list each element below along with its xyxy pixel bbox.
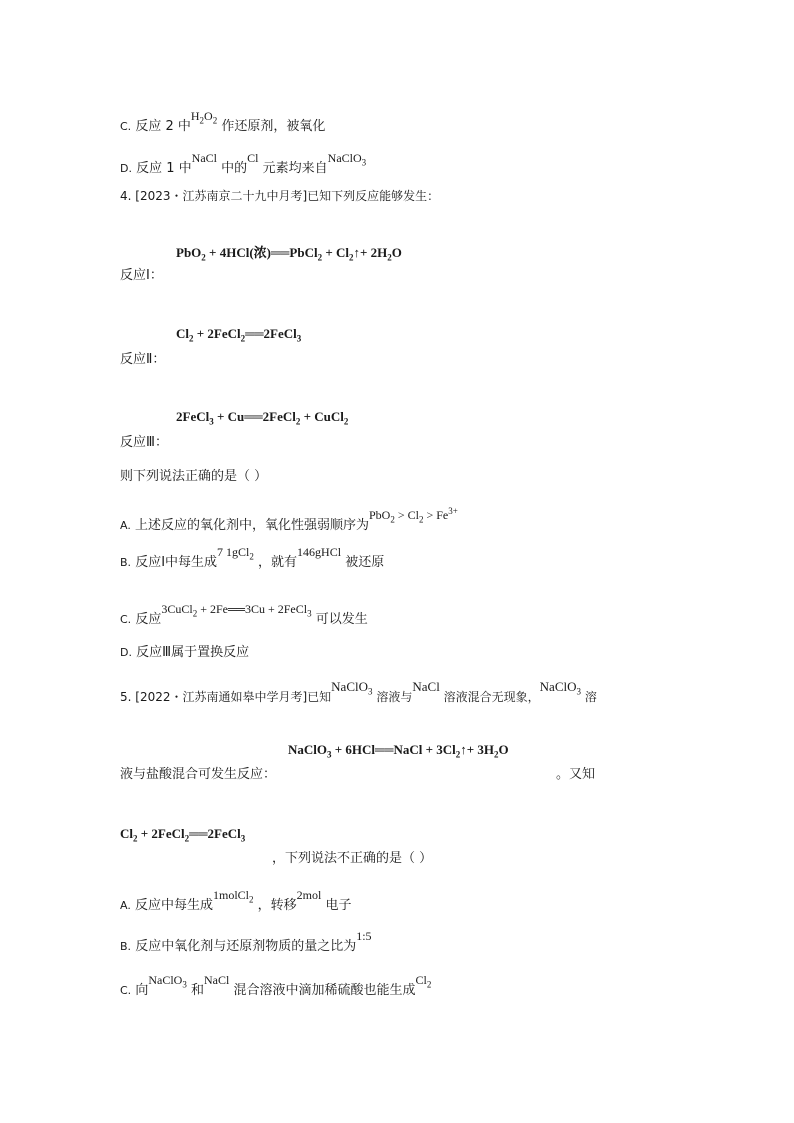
formula-nacl: NaCl	[412, 679, 440, 694]
q4-option-d: D. 反应Ⅲ属于置换反应	[120, 645, 250, 660]
option-d-top: D. 反应 1 中NaCl 中的Cl 元素均来自NaClO$_3$	[120, 151, 367, 176]
q4-question: 则下列说法正确的是（ ）	[120, 469, 268, 484]
formula-1molcl2: 1molCl$_2$	[212, 888, 254, 905]
formula-cl: Cl	[247, 151, 259, 165]
formula-naclo3: NaClO$_3$	[148, 973, 187, 990]
formula-oxidizer-order: $PbO_2 > Cl_2 > Fe^{3+}$	[368, 506, 458, 525]
q5-stem-line-2a: 液与盐酸混合可发生反应：	[120, 767, 277, 782]
q4-reaction-1-label: 反应Ⅰ：	[120, 268, 163, 283]
q4-stem: 4. [2023・江苏南京二十九中月考]已知下列反应能够发生：	[120, 189, 440, 203]
q4-reaction-2-equation: $Cl_2$ + 2FeCl$_2$══2FeCl$_3$	[176, 326, 302, 344]
formula-146ghcl: 146gHCl	[297, 545, 342, 559]
q4-reaction-3-label: 反应Ⅲ：	[120, 435, 168, 450]
q5-stem-line-2b: 。又知	[556, 767, 596, 782]
formula-cl2: $Cl_2$	[415, 973, 432, 990]
q4-option-b: B. 反应Ⅰ中每生成7 1gCl$_2$ ，就有146gHCl 被还原	[120, 545, 385, 570]
option-c-top: C. 反应 2 中$H_2O_2$ 作还原剂，被氧化	[120, 109, 326, 134]
q5-equation-1: NaClO$_3$ + 6HCl══NaCl + $3Cl_2↑+ 3H_2O$	[288, 742, 509, 760]
formula-cucl2-fe-reaction: 3CuCl$_2$ + 2Fe══3Cu + 2FeCl$_3$	[161, 602, 312, 619]
q5-option-a: A. 反应中每生成1molCl$_2$ ，转移2mol 电子	[120, 888, 352, 913]
q5-stem-line-1: 5. [2022・江苏南通如皋中学月考]已知NaClO$_3$ 溶液与NaCl 溶液混合无现象，NaClO$_3$ 溶	[120, 679, 597, 704]
q4-reaction-1-equation: PbO$_2$ + 4HCl(浓)══PbCl$_2$ + $Cl_2↑+ 2H_2O$	[176, 245, 402, 263]
formula-71gcl2: 7 1gCl$_2$	[217, 545, 254, 562]
formula-naclo3: NaClO$_3$	[331, 679, 373, 697]
formula-naclo3: NaClO$_3$	[327, 151, 367, 168]
q4-option-c: C. 反应3CuCl$_2$ + 2Fe══3Cu + 2FeCl$_3$ 可以发生	[120, 602, 368, 627]
formula-nacl: NaCl	[204, 973, 230, 987]
formula-h2o2: $H_2O_2$	[190, 109, 218, 126]
formula-ratio: 1:5	[356, 929, 372, 943]
q4-reaction-2-label: 反应Ⅱ：	[120, 352, 166, 367]
formula-nacl: NaCl	[191, 151, 217, 165]
q5-option-c: C. 向NaClO$_3$ 和NaCl 混合溶液中滴加稀硫酸也能生成$Cl_2$	[120, 973, 432, 998]
q5-equation-2: $Cl_2$ + 2FeCl$_2$══2FeCl$_3$	[120, 826, 246, 844]
q4-option-a: A. 上述反应的氧化剂中，氧化性强弱顺序为$PbO_2 > Cl_2 > Fe^{3+}$	[120, 506, 458, 533]
q5-option-b: B. 反应中氧化剂与还原剂物质的量之比为1:5	[120, 929, 372, 954]
q4-reaction-3-equation: 2FeCl$_3$ + Cu══2FeCl$_2$ + CuCl$_2$	[176, 409, 349, 427]
formula-naclo3: NaClO$_3$	[539, 679, 581, 697]
formula-2mol: 2mol	[296, 888, 322, 902]
q5-question: ，下列说法不正确的是（ ）	[272, 851, 433, 866]
